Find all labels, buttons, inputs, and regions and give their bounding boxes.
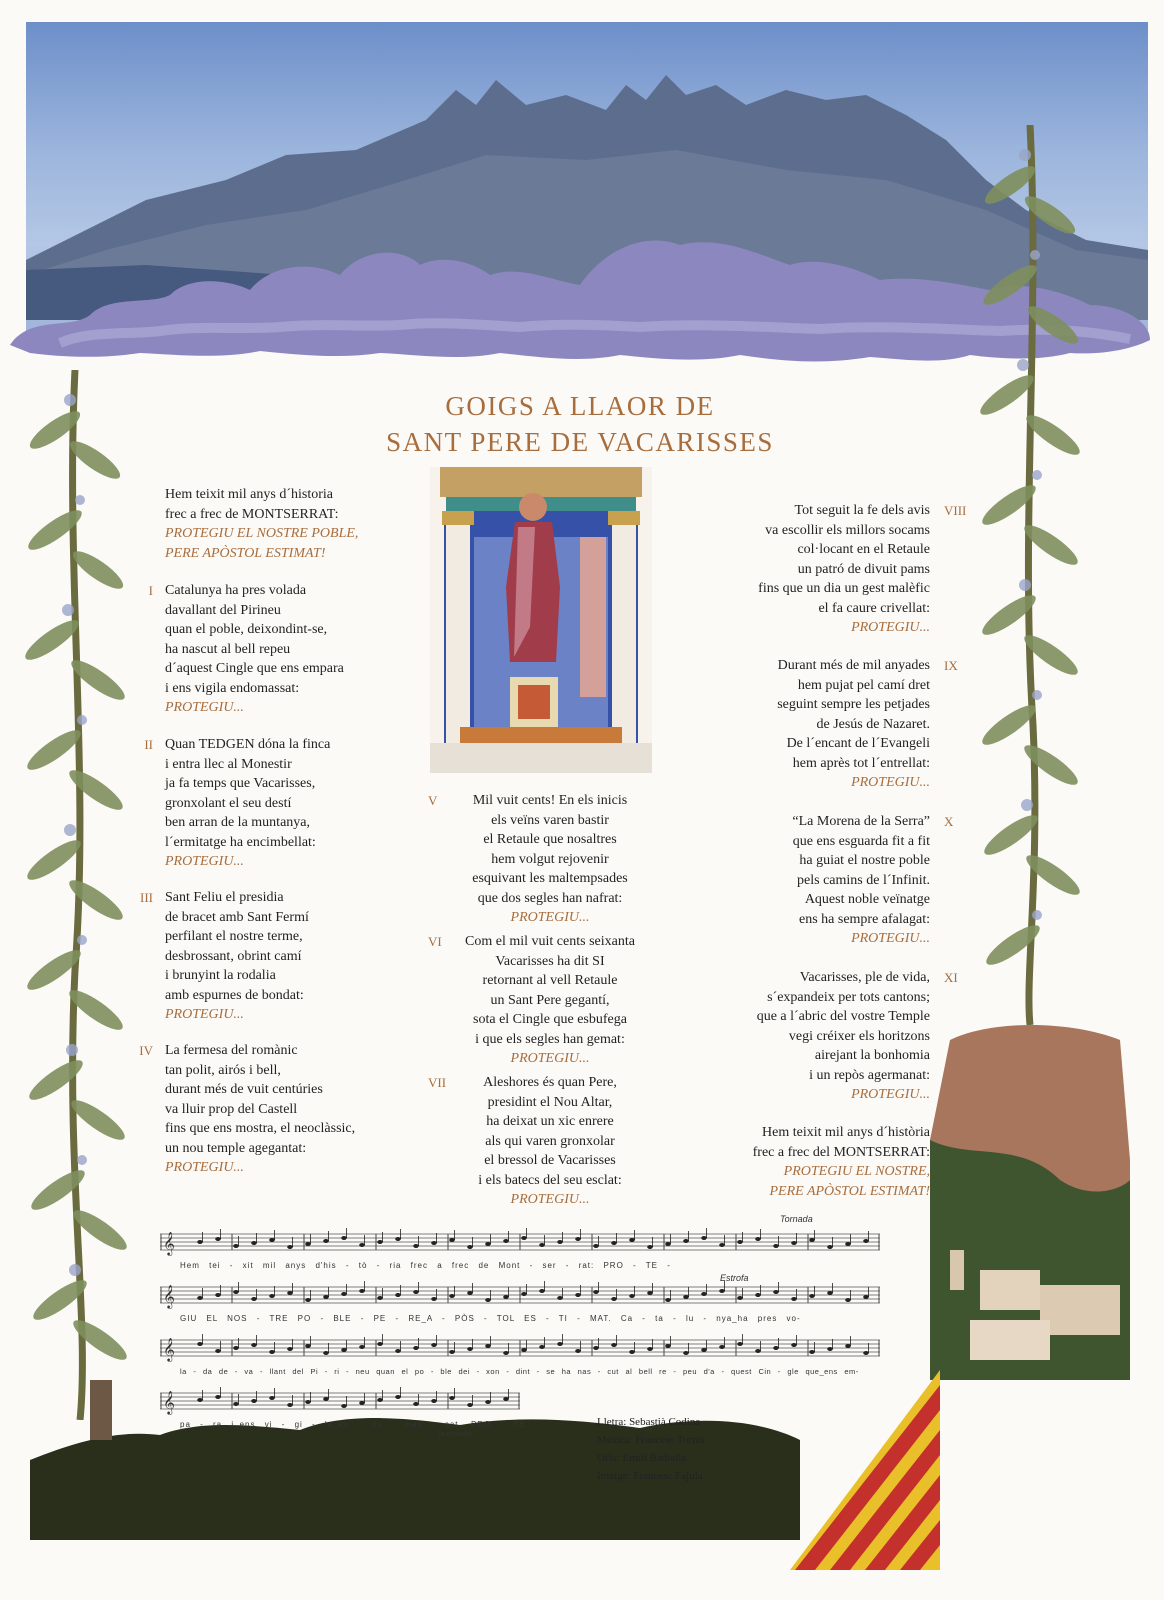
verse-line: sota el Cingle que esbufega bbox=[473, 1012, 627, 1027]
svg-text:𝄞: 𝄞 bbox=[163, 1339, 175, 1361]
stanza-number: VII bbox=[428, 1075, 447, 1090]
stanza-number: XI bbox=[944, 970, 958, 985]
verse-line: i un repòs agermanat: bbox=[809, 1067, 930, 1083]
verse-line: Quan TEDGEN dóna la finca bbox=[165, 737, 331, 752]
stanza-number: IX bbox=[944, 658, 958, 673]
refrain-line: PROTEGIU... bbox=[851, 1087, 930, 1102]
verse-line: Hem teixit mil anys d´historia bbox=[165, 487, 333, 502]
verse-line: i que els segles han gemat: bbox=[475, 1031, 625, 1047]
staff-lines-4 bbox=[160, 1387, 520, 1421]
verse-line: presidint el Nou Altar, bbox=[487, 1094, 613, 1110]
staff-lines-3 bbox=[160, 1334, 880, 1368]
verse-line: hem après tot l´entrellat: bbox=[792, 755, 930, 771]
music-stave-2 bbox=[160, 1273, 880, 1331]
verse-line: un patró de divuit pams bbox=[797, 561, 930, 577]
page-title bbox=[230, 388, 930, 460]
refrain-line: PROTEGIU... bbox=[165, 700, 244, 715]
stanza-outro bbox=[753, 1123, 930, 1201]
verse-line: Vacarisses, ple de vida, bbox=[799, 970, 930, 985]
verse-line: l´ermitatge ha encimbellat: bbox=[165, 834, 316, 850]
stanza-VIII bbox=[758, 501, 967, 638]
credits bbox=[597, 1413, 705, 1485]
refrain-line: PROTEGIU... bbox=[510, 1051, 590, 1066]
verse-line: un nou temple agegantat: bbox=[165, 1140, 307, 1156]
verse-line: d´aquest Cingle que ens empara bbox=[165, 661, 344, 676]
credit-music: Música: Francesc Torras bbox=[597, 1434, 705, 1446]
verse-line: durant més de vuit centúries bbox=[165, 1082, 323, 1097]
lyric-line-4: pa - ra i_ens vi - gi - la_en - do - mas - sat. PRO - TE - bbox=[180, 1420, 539, 1429]
verse-line: Vacarisses ha dit SI bbox=[495, 953, 605, 969]
refrain-line: PROTEGIU... bbox=[165, 854, 244, 869]
title-line-2: SANT PERE DE VACARISSES bbox=[386, 427, 774, 457]
verse-line: Hem teixit mil anys d´història bbox=[762, 1125, 930, 1140]
credit-lyrics: Lletra: Sebastià Codina bbox=[597, 1416, 701, 1428]
svg-text:𝄞: 𝄞 bbox=[163, 1392, 175, 1414]
sheet-music bbox=[160, 1214, 880, 1440]
lyric-line-1: Hem tei - xit mil anys d'his - tò - ria frec a frec de Mont - ser - rat: PRO - TE - bbox=[180, 1261, 671, 1270]
verse-line: perfilant el nostre terme, bbox=[165, 929, 303, 944]
verse-line: Aleshores és quan Pere, bbox=[483, 1075, 617, 1090]
refrain-line: PROTEGIU... bbox=[851, 931, 930, 946]
verse-line: que ens esguarda fit a fit bbox=[792, 833, 930, 849]
verse-line: Durant més de mil anyades bbox=[777, 658, 930, 673]
verse-line: frec a frec de MONTSERRAT: bbox=[165, 506, 339, 522]
verse-line: ha deixat un xic enrere bbox=[486, 1114, 614, 1129]
verse-line: i els batecs del seu esclat: bbox=[478, 1172, 622, 1188]
verse-line: Sant Feliu el presidia bbox=[165, 890, 284, 905]
cliff-and-village-image bbox=[930, 1020, 1130, 1380]
verse-line: que dos segles han nafrat: bbox=[477, 890, 623, 906]
verse-line: De l´encant de l´Evangeli bbox=[786, 736, 930, 751]
verse-line: tan polit, airós i bell, bbox=[165, 1062, 281, 1078]
staff-lines-1 bbox=[160, 1228, 880, 1262]
credit-image: Imatge: Francesc Fajula bbox=[597, 1470, 703, 1482]
refrain-line: PROTEGIU... bbox=[851, 620, 930, 635]
stanza-V bbox=[428, 791, 640, 928]
stanza-I bbox=[148, 581, 344, 718]
verse-line: Com el mil vuit cents seixanta bbox=[465, 934, 635, 949]
verse-line: gronxolant el seu destí bbox=[165, 795, 292, 811]
verse-line: un Sant Pere gegantí, bbox=[490, 992, 610, 1008]
verse-line: La fermesa del romànic bbox=[165, 1043, 298, 1058]
verse-line: fins que ens mostra, el neoclàssic, bbox=[165, 1121, 356, 1136]
music-stave-3 bbox=[160, 1334, 880, 1384]
verse-line: ben arran de la muntanya, bbox=[165, 815, 310, 830]
stanza-number: VI bbox=[428, 934, 442, 949]
refrain-line: PROTEGIU... bbox=[165, 1160, 244, 1175]
stanza-X bbox=[792, 812, 954, 949]
lyric-line-3: la - da de - va - llant del Pi - ri - neu quan el po - ble dei - xon - dint - se ha nas - cut al bell re - peu d'a - quest Cin - gle que_ens em- bbox=[180, 1367, 859, 1376]
saint-peter-statue-image bbox=[430, 467, 652, 773]
verse-line: ja fa temps que Vacarisses, bbox=[165, 776, 316, 791]
verse-line: que a l´abric del vostre Temple bbox=[756, 1009, 930, 1024]
verse-line: de Jesús de Nazaret. bbox=[816, 716, 930, 732]
refrain-line: PERE APÒSTOL ESTIMAT! bbox=[165, 545, 326, 561]
stanza-number: V bbox=[428, 793, 438, 808]
verse-line: airejant la bonhomia bbox=[814, 1048, 930, 1063]
verse-line: col·locant en el Retaule bbox=[797, 542, 930, 557]
stanza-number: X bbox=[944, 814, 954, 829]
verse-line: el bressol de Vacarisses bbox=[484, 1153, 616, 1168]
verse-line: s´expandeix per tots cantons; bbox=[767, 989, 930, 1005]
stanza-IV bbox=[139, 1041, 356, 1178]
stanza-number: II bbox=[144, 737, 153, 752]
a-tornada-note: (a tornada) bbox=[438, 1431, 473, 1438]
right-vine-ornament bbox=[975, 125, 1085, 1025]
verse-line: Catalunya ha pres volada bbox=[165, 583, 307, 598]
verse-line: Aquest noble veïnatge bbox=[804, 892, 930, 907]
stanza-intro bbox=[165, 485, 358, 563]
stanza-XI bbox=[756, 968, 958, 1105]
title-line-1: GOIGS A LLAOR DE bbox=[445, 391, 715, 421]
verse-line: el Retaule que nosaltres bbox=[483, 832, 617, 847]
lyric-line-2: GIU EL NOS - TRE PO - BLE - PE - RE_A - PÒS - TOL ES - TI - MAT. Ca - ta - lu - nya_ha pres vo- bbox=[180, 1314, 801, 1323]
left-vine-ornament bbox=[20, 370, 130, 1420]
verse-line: “La Morena de la Serra” bbox=[792, 814, 930, 829]
tornada-label: Tornada bbox=[780, 1214, 813, 1224]
verse-line: i ens vigila endomassat: bbox=[165, 680, 300, 696]
verse-line: esquivant les maltempsades bbox=[472, 871, 628, 886]
verse-line: vegi créixer els horitzons bbox=[788, 1028, 930, 1044]
stanza-IX bbox=[777, 656, 958, 793]
verse-line: ens ha sempre afalagat: bbox=[799, 911, 930, 927]
refrain-line: PROTEGIU... bbox=[510, 1192, 590, 1207]
stanza-number: VIII bbox=[944, 503, 967, 518]
verse-line: retornant al vell Retaule bbox=[482, 973, 618, 988]
verse-line: hem pujat pel camí dret bbox=[797, 677, 930, 693]
staff-lines-2 bbox=[160, 1281, 880, 1315]
verse-line: davallant del Pirineu bbox=[165, 602, 281, 618]
verse-line: ha guiat el nostre poble bbox=[799, 853, 930, 868]
verse-line: de bracet amb Sant Fermí bbox=[165, 909, 309, 925]
verse-line: els veïns varen bastir bbox=[491, 812, 609, 828]
verse-line: i brunyint la rodalia bbox=[165, 968, 276, 983]
verse-line: va escollir els millors socams bbox=[765, 522, 930, 538]
svg-text:𝄞: 𝄞 bbox=[163, 1286, 175, 1308]
stanza-III bbox=[140, 888, 309, 1025]
stanza-VII bbox=[428, 1073, 640, 1210]
refrain-line: PROTEGIU EL NOSTRE, bbox=[783, 1164, 930, 1179]
stanza-VI bbox=[428, 932, 640, 1069]
verse-line: Tot seguit la fe dels avis bbox=[794, 503, 930, 518]
refrain-line: PROTEGIU EL NOSTRE POBLE, bbox=[165, 526, 359, 541]
verse-line: frec a frec del MONTSERRAT: bbox=[752, 1144, 930, 1160]
music-stave-4 bbox=[160, 1387, 880, 1437]
verse-line: el fa caure crivellat: bbox=[818, 600, 930, 616]
verse-line: fins que un dia un gest malèfic bbox=[758, 581, 930, 596]
verse-line: amb espurnes de bondat: bbox=[165, 987, 304, 1003]
stanza-II bbox=[144, 735, 331, 872]
verse-line: i entra llec al Monestir bbox=[165, 756, 292, 772]
verse-line: quan el poble, deixondint-se, bbox=[165, 622, 328, 637]
verse-line: seguint sempre les petjades bbox=[777, 697, 930, 712]
stanza-number: III bbox=[140, 890, 153, 905]
stanza-number: IV bbox=[139, 1043, 153, 1058]
refrain-line: PERE APÒSTOL ESTIMAT! bbox=[769, 1183, 930, 1199]
stanza-number: I bbox=[148, 583, 153, 598]
estrofa-label: Estrofa bbox=[720, 1273, 749, 1283]
refrain-line: PROTEGIU... bbox=[510, 910, 590, 925]
verse-line: pels camins de l´Infinit. bbox=[797, 872, 930, 888]
credit-border: Orla: Emili Badiella bbox=[597, 1452, 687, 1464]
verse-line: ha nascut al bell repeu bbox=[165, 641, 291, 657]
verse-line: va lluir prop del Castell bbox=[165, 1101, 298, 1117]
svg-text:𝄞: 𝄞 bbox=[163, 1233, 175, 1255]
verse-line: als qui varen gronxolar bbox=[485, 1133, 615, 1149]
verse-line: desbrossant, obrint camí bbox=[165, 948, 302, 964]
verse-line: hem volgut rejovenir bbox=[491, 851, 609, 867]
refrain-line: PROTEGIU... bbox=[165, 1007, 244, 1022]
music-stave-1 bbox=[160, 1214, 880, 1278]
refrain-line: PROTEGIU... bbox=[851, 775, 930, 790]
verse-line: Mil vuit cents! En els inicis bbox=[472, 793, 628, 808]
